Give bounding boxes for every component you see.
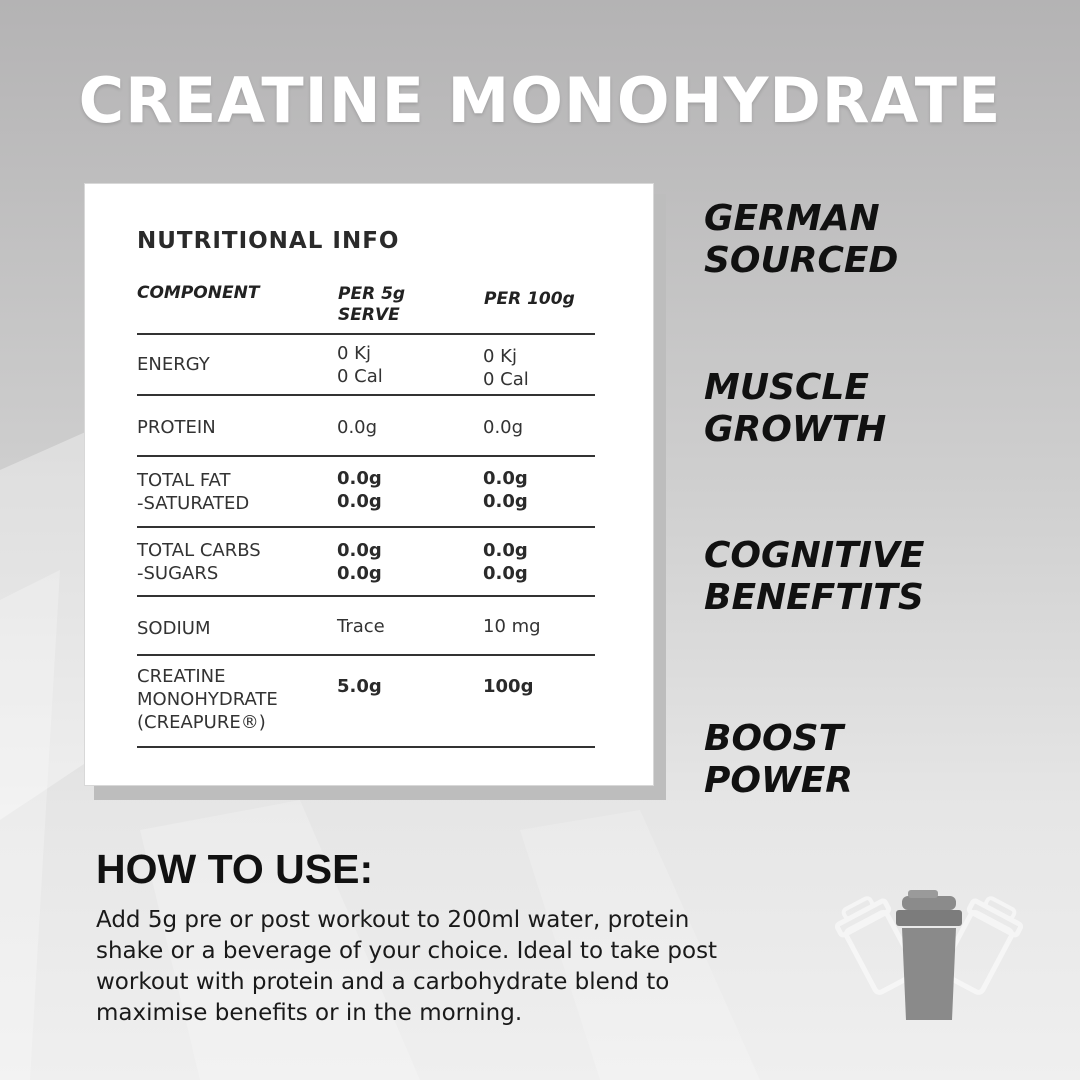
row-protein-per-100g: 0.0g <box>483 417 524 438</box>
row-carbs-component: TOTAL CARBS -SUGARS <box>137 540 261 584</box>
row-fat-component: TOTAL FAT -SATURATED <box>137 470 250 514</box>
table-rule <box>137 526 595 528</box>
row-sodium-per-serve: Trace <box>337 616 385 637</box>
row-creatine-component: CREATINE MONOHYDRATE (CREAPURE®) <box>137 666 278 733</box>
table-rule <box>137 746 595 748</box>
row-energy-per-100g: 0 Kj 0 Cal <box>483 346 529 390</box>
row-carbs-per-serve: 0.0g 0.0g <box>337 540 382 584</box>
page-title: CREATINE MONOHYDRATE <box>78 64 1002 137</box>
row-sodium-component: SODIUM <box>137 618 211 639</box>
table-rule <box>137 455 595 457</box>
row-fat-per-serve: 0.0g 0.0g <box>337 468 382 512</box>
benefit-muscle-growth: MUSCLE GROWTH <box>704 367 887 450</box>
table-rule <box>137 394 595 396</box>
benefit-boost-power: BOOST POWER <box>704 718 854 801</box>
row-protein-per-serve: 0.0g <box>337 417 378 438</box>
row-energy-component: ENERGY <box>137 354 210 375</box>
nutrition-panel <box>84 183 654 786</box>
row-fat-per-100g: 0.0g 0.0g <box>483 468 528 512</box>
row-energy-per-serve: 0 Kj 0 Cal <box>337 343 383 387</box>
column-header-per-serve: PER 5g SERVE <box>338 284 406 325</box>
benefit-cognitive: COGNITIVE BENEFTITS <box>704 535 925 618</box>
row-protein-component: PROTEIN <box>137 417 216 438</box>
shaker-bottle-icon <box>834 888 1024 1028</box>
table-rule <box>137 595 595 597</box>
benefit-german-sourced: GERMAN SOURCED <box>704 198 899 281</box>
column-header-per-100g: PER 100g <box>484 289 575 309</box>
table-rule <box>137 654 595 656</box>
row-creatine-per-100g: 100g <box>483 676 534 697</box>
row-carbs-per-100g: 0.0g 0.0g <box>483 540 528 584</box>
column-header-component: COMPONENT <box>137 283 260 303</box>
nutrition-heading: NUTRITIONAL INFO <box>137 228 400 254</box>
how-to-use-body: Add 5g pre or post workout to 200ml water, protein shake or a beverage of your choice. Ideal to take post workout with protein and a carbohydrate blend to maximise benefits or in the morning. <box>96 907 718 1026</box>
row-creatine-per-serve: 5.0g <box>337 676 382 697</box>
table-rule <box>137 333 595 335</box>
row-sodium-per-100g: 10 mg <box>483 616 541 637</box>
how-to-use-heading: HOW TO USE: <box>96 846 374 892</box>
